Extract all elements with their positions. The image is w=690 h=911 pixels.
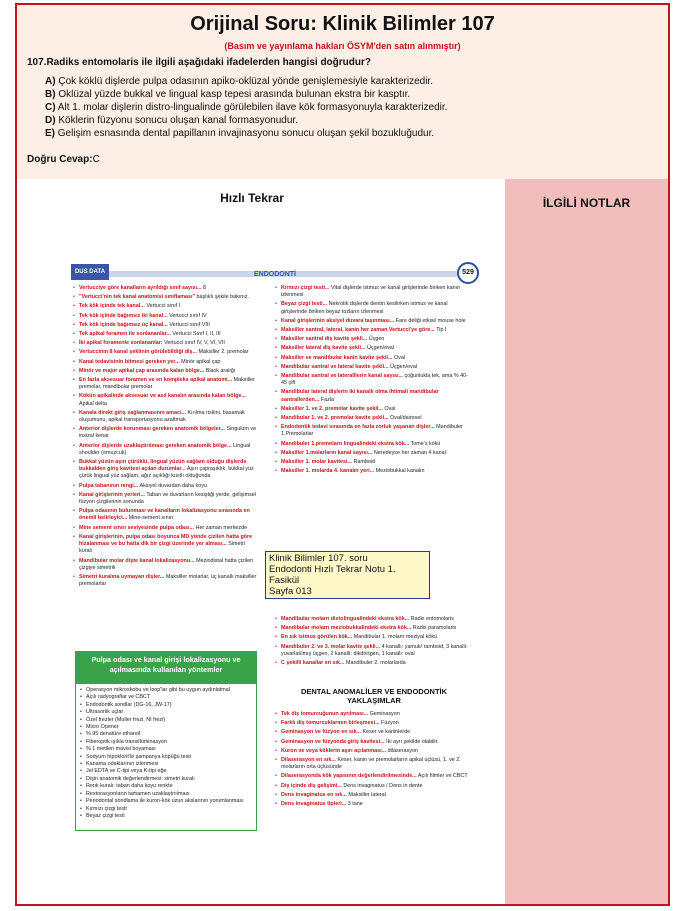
related-notes-panel — [505, 179, 668, 904]
option-b: B) Oklüzal yüzde bukkal ve lingual kasp tepesi arasında bulunan ekstra bir kasptır. — [45, 89, 411, 100]
green-list-item: • Kırmızı çizgi testi — [80, 806, 252, 813]
green-list-item: • Sodyum hipoklorit'le şampanya köpüğü testi — [80, 754, 252, 761]
list-item: • Maksiller 1. molarda 4. kanalın yeri... Meziobukkal kanalın — [275, 468, 473, 475]
list-item: • Tek apikal foramen ile sonlananlar... Vertucci Sınıf I, II, III — [73, 331, 257, 338]
green-list-item: • Dişin anatomik değerlendirmesi: simetri kuralı — [80, 776, 252, 783]
green-list-item: • Kanama odaklarının izlenmesi — [80, 761, 252, 768]
page-title: Orijinal Soru: Klinik Bilimler 107 — [190, 13, 495, 35]
list-item: • Mandibular santral ve lateralllerin kanal sayısı... çoğunlukla tek, ama % 40-45 çift — [275, 373, 473, 387]
green-list-item: • Restorasyonların tamamen uzaklaştırılması — [80, 791, 252, 798]
list-item: • Maksiller santral, lateral, kanin her zaman Vertucci'ye göre... Tip I — [275, 327, 473, 334]
green-list-item: • Micro Opener — [80, 724, 252, 731]
option-d: D) Köklerin füzyonu sonucu oluşan kanal formasyonudur. — [45, 115, 298, 126]
right-column-2 — [275, 616, 473, 669]
right-column — [275, 285, 473, 477]
list-item: • Maksiller lateral diş kavite şekli... Üçgen/oval — [275, 345, 473, 352]
section2-title: DENTAL ANOMALİLER VE ENDODONTİK YAKLAŞIMLAR — [300, 687, 448, 705]
list-item: • Pulpa tabanının rengi... Aksiyel duvardan daha koyu — [73, 483, 257, 490]
list-item: • Minör ve major apikal çap arasında kalan bölge... Black aralığı — [73, 368, 257, 375]
green-list-item: • Özel frezler (Muller frezi, NI frezi) — [80, 717, 252, 724]
list-item: • Mandibular 1. ve 2. premolar kavite şekli... Oval/dairesel — [275, 415, 473, 422]
green-box-list — [75, 683, 257, 831]
dus-data-logo: DUS DATA — [71, 264, 109, 280]
list-item: • Maksiller 1.molarların kanal sayısı... Neredeyse her zaman 4 kanal — [275, 450, 473, 457]
list-item: • Dilaserasyonda kök yapısının değerlendirilmesinde... Açılı filmler ve CBCT — [275, 773, 473, 780]
list-item: • Vertucciye göre kanalların ayrıldığı sınıf sayısı... 8 — [73, 285, 257, 292]
green-list-item: • Beyaz çizgi testi — [80, 813, 252, 820]
list-item: • Geminasyon ve füzyon en sık... Keser ve kaninlerde — [275, 729, 473, 736]
list-item: • Endodontik tedavi sırasında en fazla zorluk yaşanan dişler... Mandibuler 1.Premolarlar — [275, 424, 473, 438]
question-header — [17, 5, 668, 179]
list-item: • Maksiller santral diş kavite şekli... Üçgen — [275, 336, 473, 343]
list-item: • En fazla aksesuar foramen ve en kompleks apikal anatomi... Maksiller premolar, mandibular premolar — [73, 377, 257, 391]
list-item: • Maksiller 1. molar kavitesi... Ramboid — [275, 459, 473, 466]
list-item: • Dens invaginatus en sık... Maksiller lateral — [275, 792, 473, 799]
list-item: • Kanala direkt giriş sağlanmasının amacı... Kırılma riskini, basamak oluşumunu, apikal transportasyonu azaltmak — [73, 410, 257, 424]
option-a: A) Çok köklü dişlerde pulpa odasının apiko-oklüzal yönde genişlemesiyle karakterizedir. — [45, 76, 433, 87]
list-item: • İki apikal foramenle sonlananlar: Vertucci sınıf IV, V, VI, VII — [73, 340, 257, 347]
green-list-item: • % 1 metilen mavisi boyaması — [80, 746, 252, 753]
list-item: • Tek kök içinde bağımsız üç kanal... Vertucci sınıf VIII — [73, 322, 257, 329]
list-item: • C şekilli kanallar en sık... Mandibuler 2. molarlarda — [275, 660, 473, 667]
list-item: • Tek diş tomurcuğunun ayrılması... Geminasyon — [275, 711, 473, 718]
list-item: • Mandibular santral ve lateral kavite şekli... Üçgen/oval — [275, 364, 473, 371]
book-page-header — [69, 262, 479, 280]
list-item: • Pulpa odasının bulunması ve kanalların lokalizasyonu sırasında en önemli belirleyici... Mine-sement sınırı — [73, 508, 257, 522]
option-e: E) Gelişim esnasında dental papillanın invajinasyonu sonucu oluşan şekil bozukluğudur. — [45, 128, 435, 139]
right-column-3 — [275, 711, 473, 810]
list-item: • Mandibular molarn distolingualindeki ekstra kök... Radix entomolaris — [275, 616, 473, 623]
list-item: • Anterior dişlerde korunması gereken anatomik bölgeler... Singulum ve insizal kenar — [73, 426, 257, 440]
question-text: 107.Radiks entomolaris ile ilgili aşağıdaki ifadelerden hangisi doğrudur? — [27, 57, 371, 68]
list-item: • Kanal tedavisinin bitmesi gereken yer... Minör apikal çap — [73, 359, 257, 366]
list-item: • Bukkal yüzün aşırı çürüklü, lingual yüzün sağlam olduğu dişlerde bukkalden giriş kavitesi açılan durumlar... Aşırı çapraşıklık, bukkal yüz çürük lingual yüz sağlam, ağız açıklığı kısıtlı olduğunda — [73, 459, 257, 481]
green-list-item: • Endodontik sondlar (DG-16, JW-17) — [80, 702, 252, 709]
list-item: • Diş içinde diş gelişimi... Dens invaginatus / Dens in dente — [275, 783, 473, 790]
list-item: • Maksiller 1. ve 2. premolar kavite şekli... Oval — [275, 406, 473, 413]
options-list — [45, 75, 447, 140]
list-item: • Dilaserasyon en sık... Keser, kanin ve premolarların apikal üçlüsü, 1. ve 2. molarların orta üçlüsünde — [275, 757, 473, 771]
list-item: • Kuron ve veya köklerin aşırı açılanması... dilaserasyon — [275, 748, 473, 755]
list-item: • Simetri kuralına uymayan dişler... Maksiller molarlar, üç kanallı maksiller premolarlar — [73, 574, 257, 588]
green-list-item: • Ultrasonik uçlar — [80, 709, 252, 716]
quick-review-title: Hızlı Tekrar — [220, 191, 284, 205]
copyright-note: (Basım ve yayınlama hakları ÖSYM'den satın alınmıştır) — [224, 41, 461, 51]
list-item: • Geminasyon ve füzyonda giriş kavitesi... İki ayrı şekilde olabilir. — [275, 739, 473, 746]
list-item: • Tek kök içinde tek kanal... Vertucci sınıf I — [73, 303, 257, 310]
note-box — [265, 551, 430, 599]
green-list-item: • % 95 denatüre ethanol — [80, 731, 252, 738]
list-item: • Mine sement sınırı seviyesinde pulpa odası... Her zaman merkezde — [73, 525, 257, 532]
list-item: • En sık istmus görülen kök... Mandibular 1. molarn meziyal kökü — [275, 634, 473, 641]
green-list-item: • Renk kuralı: taban daha koyu renkte — [80, 783, 252, 790]
list-item: • Kanal girişlerinin aksiyel duvara taşınması... Fare deliği etkisi/ mouse hole — [275, 318, 473, 325]
note-line-3: Sayfa 013 — [269, 586, 312, 597]
list-item: • Kırmızı çizgi testi... Vital dişlerde istmus ve kanal girişlerinde biriken kanın izlenmesi — [275, 285, 473, 299]
list-item: • Farklı diş tomurcuklarının birleşmesi... Füzyon — [275, 720, 473, 727]
list-item: • Vertuccinin 8 kanal şeklinin görülebildiği diş... Maksiller 2. premolar — [73, 349, 257, 356]
document-frame — [15, 3, 670, 906]
quick-review-panel — [17, 179, 505, 904]
list-item: • Dens invaginatus tipleri... 3 tane — [275, 801, 473, 808]
list-item: • Mandibular lateral dişlerin iki kanallı olma ihtimali mandibular santrallerden... Fazla — [275, 389, 473, 403]
left-column — [73, 285, 257, 590]
list-item: • Kökün apikalinde aksesuar ve asıl kanalın arasında kalan bölge... Apikal delta — [73, 393, 257, 407]
page-number: 529 — [457, 262, 479, 284]
list-item: • "Vertucci'nin tek kanal anatomisi sınıflaması" başlıklı şekile bakınız. — [73, 294, 257, 301]
list-item: • Tek kök içinde bağımsız iki kanal... Vertucci sınıf IV — [73, 313, 257, 320]
list-item: • Beyaz çizgi testi... Nekrotik dişlerde dentin kesilirken istmus ve kanal girişlerinde biriken beyaz tozların izlenmesi — [275, 301, 473, 315]
note-line-2: Endodonti Hızlı Tekrar Notu 1. Fasikül — [269, 564, 396, 586]
option-c: C) Alt 1. molar dişlerin distro-lingualinde görülebilen ilave kök formasyonuyla karakterizedir. — [45, 102, 448, 113]
list-item: • Mandibuler 2. ve 3. molar kavite şekli... 4 kanallı: yamuk/ ramboid, 3 kanallı: yuvarlatılmış üçgen, 2 kanallı: dikdörtgen, 1 kanallı: oval — [275, 644, 473, 658]
list-item: • Mandibular molarn meziobukkalindeki ekstra kök... Radix paramolaris — [275, 625, 473, 632]
green-list-item: • Periodontal sondlama ile kuron-kök uzun akslarının yorumlanması — [80, 798, 252, 805]
green-list-item: • Operasyon mikroskobu ve loop'lar gibi bu uygun aydınlatmal — [80, 687, 252, 694]
green-list-item: • Açılı radyograflar ve CBCT — [80, 694, 252, 701]
list-item: • Anterior dişlerde uzaklaştırılması gereken anatomik bölge... Lingual shoulder (omuzcuk) — [73, 443, 257, 457]
list-item: • Mandibuler 1.premolarn lingualindeki ekstra kök... Tome's kökü — [275, 441, 473, 448]
green-box-title: Pulpa odası ve kanal girişi lokalizasyonu ve açılmasında kullanılan yöntemler — [75, 651, 257, 683]
note-line-1: Klinik Bilimler 107. soru — [269, 553, 368, 564]
green-list-item: • Fiberoptik ışıkla transillüminasyon — [80, 739, 252, 746]
list-item: • Maksiller ve mandibular kanin kavite şekli... Oval — [275, 355, 473, 362]
green-list-item: • Jel EDTA ve C-tipi veya K-tipi eğe — [80, 768, 252, 775]
correct-answer: Doğru Cevap:C — [27, 154, 100, 165]
list-item: • Kanal girişlerinin yerleri... Taban ve duvarların kesiştiği yerde, gelişimsel füzyon çizgilerinin sonunda — [73, 492, 257, 506]
list-item: • Kanal girişlerinin, pulpa odası boyunca MD yönde çizilen hatta göre hizalanması ve bu hatta dik bir çizgi üzerinde yer alması... Simetri kuralı — [73, 534, 257, 556]
list-item: • Mandibular molar dişte kanal lokalizasyonu... Meziodistal hatta çizilen çizgiye simetrik — [73, 558, 257, 572]
section-label: ENDODONTİ — [254, 271, 296, 278]
related-notes-title: İLGİLİ NOTLAR — [542, 196, 631, 210]
